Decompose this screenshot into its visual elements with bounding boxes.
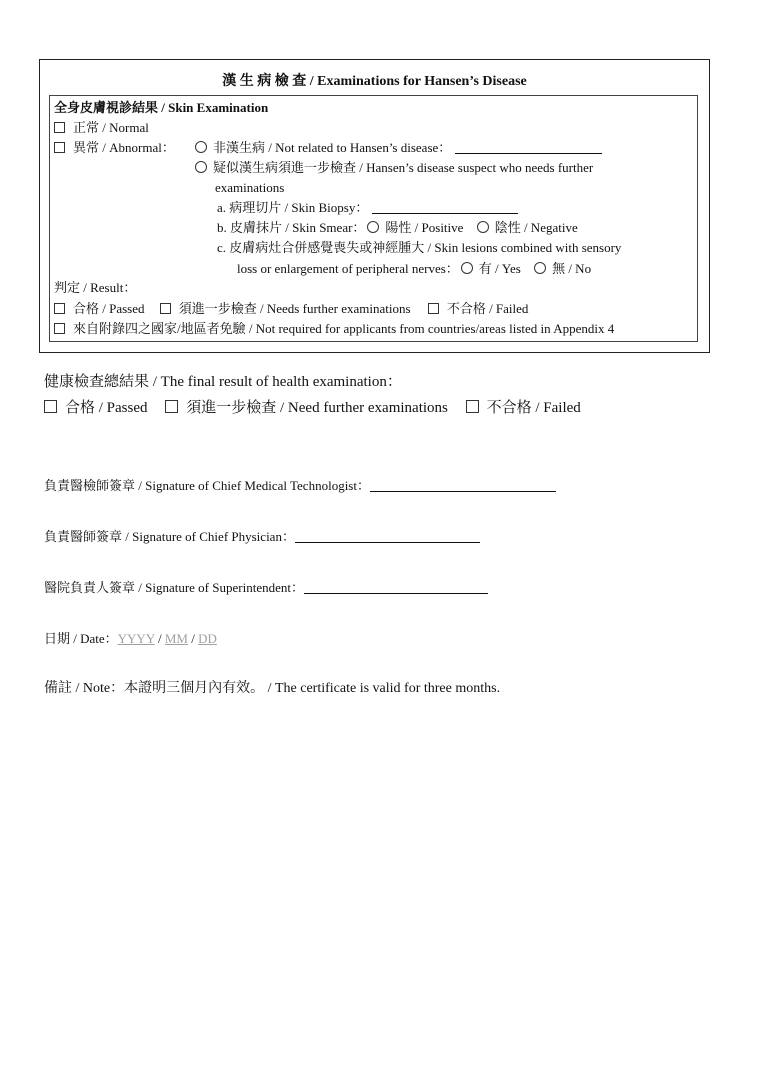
hansen-exam-section [39, 59, 710, 353]
final-passed-checkbox[interactable] [44, 400, 57, 413]
not-required-checkbox[interactable] [54, 323, 65, 334]
technologist-signature-row [44, 478, 556, 494]
section-title: 漢 生 病 檢 查 / Examinations for Hansen’s Disease [222, 74, 527, 89]
positive-label: 陽性 / Positive [385, 220, 464, 235]
result-options [54, 301, 528, 317]
abnormal-checkbox[interactable] [54, 142, 65, 153]
physician-signature-line[interactable] [295, 530, 480, 543]
not-related-line[interactable] [455, 141, 602, 154]
date-sep-2: / [191, 631, 195, 646]
technologist-signature-label: 負責醫檢師簽章 / Signature of Chief Medical Technologist： [44, 478, 370, 493]
abnormal-label: 異常 / Abnormal： [73, 140, 175, 155]
result-passed-checkbox[interactable] [54, 303, 65, 314]
abnormal-option[interactable] [54, 140, 175, 156]
skin-biopsy-label: a. 病理切片 / Skin Biopsy： [217, 200, 369, 215]
result-label: 判定 / Result： [54, 280, 137, 295]
normal-label: 正常 / Normal [73, 120, 149, 135]
result-further-label: 須進一步檢查 / Needs further examinations [178, 301, 411, 316]
negative-label: 陰性 / Negative [494, 220, 578, 235]
skin-biopsy-line[interactable] [372, 201, 518, 214]
not-required-option[interactable] [54, 321, 614, 337]
note: 備註 / Note：本證明三個月內有效。 / The certificate is valid for three months. [44, 681, 501, 696]
date-row [44, 631, 217, 647]
final-result-options [44, 399, 581, 417]
suspect-label-1: 疑似漢生病須進一步檢查 / Hansen’s disease suspect who needs further [213, 160, 594, 175]
physician-signature-row [44, 529, 480, 545]
skin-smear-label: b. 皮膚抹片 / Skin Smear： [217, 220, 366, 235]
skin-biopsy-row [217, 200, 518, 216]
normal-checkbox[interactable] [54, 122, 65, 133]
yes-label: 有 / Yes [478, 261, 521, 276]
technologist-signature-line[interactable] [370, 479, 556, 492]
skin-lesion-row [237, 261, 591, 277]
final-result-label: 健康檢查總結果 / The final result of health examination： [44, 374, 402, 390]
final-passed-label: 合格 / Passed [65, 400, 148, 416]
final-failed-checkbox[interactable] [466, 400, 479, 413]
superintendent-signature-row [44, 580, 488, 596]
result-further-checkbox[interactable] [160, 303, 171, 314]
final-failed-label: 不合格 / Failed [486, 400, 581, 416]
yes-radio[interactable] [461, 262, 473, 274]
date-sep-1: / [157, 631, 162, 646]
physician-signature-label: 負責醫師簽章 / Signature of Chief Physician： [44, 529, 295, 544]
not-required-label: 來自附錄四之國家/地區者免驗 / Not required for applicants from countries/areas listed in Appendix 4 [73, 321, 615, 336]
not-related-option[interactable] [193, 140, 602, 156]
normal-option[interactable] [54, 120, 149, 136]
date-month[interactable]: MM [164, 631, 188, 646]
skin-exam-heading: 全身皮膚視診結果 / Skin Examination [54, 100, 269, 115]
suspect-radio[interactable] [195, 161, 207, 173]
result-failed-checkbox[interactable] [428, 303, 439, 314]
not-related-radio[interactable] [195, 141, 207, 153]
skin-smear-row [217, 220, 578, 236]
date-label: 日期 / Date： [44, 631, 118, 646]
suspect-option[interactable] [193, 160, 593, 176]
negative-radio[interactable] [477, 221, 489, 233]
skin-lesion-label-1: c. 皮膚病灶合併感覺喪失或神經腫大 / Skin lesions combined with sensory [217, 240, 622, 255]
date-day[interactable]: DD [198, 631, 217, 646]
date-year[interactable]: YYYY [117, 631, 155, 646]
no-label: 無 / No [552, 261, 592, 276]
skin-lesion-label-2: loss or enlargement of peripheral nerves： [237, 261, 459, 276]
final-further-label: 須進一步檢查 / Need further examinations [186, 400, 448, 416]
positive-radio[interactable] [367, 221, 379, 233]
result-passed-label: 合格 / Passed [73, 301, 145, 316]
result-failed-label: 不合格 / Failed [446, 301, 529, 316]
not-related-label: 非漢生病 / Not related to Hansen’s disease： [213, 140, 452, 155]
no-radio[interactable] [534, 262, 546, 274]
skin-exam-box [49, 95, 698, 342]
superintendent-signature-line[interactable] [304, 581, 488, 594]
superintendent-signature-label: 醫院負責人簽章 / Signature of Superintendent： [44, 580, 304, 595]
final-further-checkbox[interactable] [165, 400, 178, 413]
suspect-label-2: examinations [215, 180, 285, 195]
